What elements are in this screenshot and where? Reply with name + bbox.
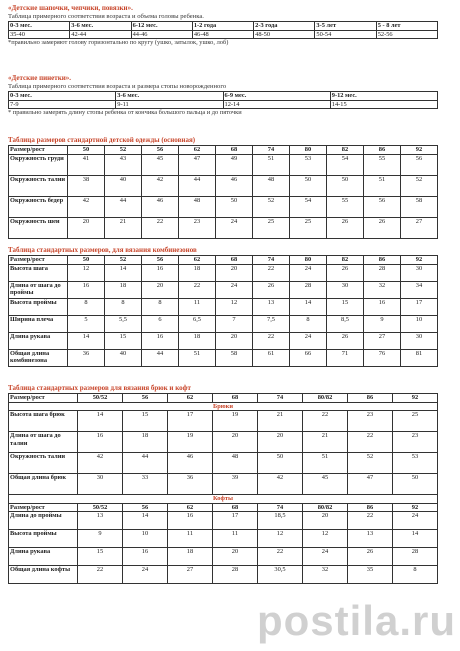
value-cell: 42 (68, 196, 105, 217)
value-cell: 18 (168, 548, 213, 566)
row-label: Окружность талии (9, 175, 68, 196)
value-cell: 34 (401, 281, 438, 298)
section-note: * правильно замерять длину стопы ребенка от кончика большого пальца и до пяточки (8, 109, 242, 117)
section-title: «Детские пинетки». (8, 74, 72, 82)
value-cell: 48 (179, 196, 216, 217)
age-cell: 6-9 мес. (223, 92, 330, 101)
table-row (9, 566, 438, 584)
value-cell: 13 (78, 512, 123, 530)
age-cell: 3-6 мес. (70, 22, 131, 31)
header-cell: 50 (68, 256, 105, 265)
value-cell: 11 (168, 530, 213, 548)
header-cell: 62 (168, 394, 213, 403)
value-cell: 7,5 (253, 315, 290, 332)
table-row (9, 196, 438, 217)
header-row (9, 394, 438, 403)
value-cell: 16 (142, 332, 179, 349)
row-label: Окружность груди (9, 154, 68, 175)
value-cell: 42 (78, 453, 123, 474)
value-cell: 50 (216, 196, 253, 217)
value-cell: 51 (303, 453, 348, 474)
section-title: Таблица стандартных размеров, для вязания комбинезонов (8, 246, 197, 254)
value-cell: 14 (290, 298, 327, 315)
value-cell: 25 (290, 217, 327, 238)
value-cell: 14 (105, 264, 142, 281)
value-cell: 44 (123, 453, 168, 474)
header-cell: 74 (258, 394, 303, 403)
size-cell: 48-50 (254, 30, 315, 39)
header-cell: 92 (393, 394, 438, 403)
row-label: Окружность талии (9, 453, 78, 474)
value-cell: 22 (348, 512, 393, 530)
value-cell: 20 (303, 512, 348, 530)
age-cell: 5 - 8 лет (376, 22, 437, 31)
value-cell: 32 (364, 281, 401, 298)
hats-table (8, 21, 438, 39)
value-cell: 53 (290, 154, 327, 175)
value-cell: 15 (105, 332, 142, 349)
value-cell: 46 (168, 453, 213, 474)
subheader-label: Кофты (9, 495, 438, 504)
value-cell: 28 (393, 548, 438, 566)
value-cell: 17 (168, 411, 213, 432)
value-cell: 55 (364, 154, 401, 175)
header-cell: 82 (327, 256, 364, 265)
value-cell: 8 (393, 566, 438, 584)
value-cell: 5,5 (105, 315, 142, 332)
header-cell: 74 (258, 503, 303, 512)
header-cell: 86 (364, 146, 401, 155)
value-cell: 8 (290, 315, 327, 332)
header-cell: 92 (401, 256, 438, 265)
header-cell: Размер/рост (9, 256, 68, 265)
row-label: Высота проймы (9, 530, 78, 548)
value-cell: 51 (179, 349, 216, 366)
table-row (9, 154, 438, 175)
value-cell: 14 (68, 332, 105, 349)
age-cell: 1-2 года (192, 22, 253, 31)
header-cell: 86 (364, 256, 401, 265)
value-cell: 28 (364, 264, 401, 281)
header-cell: 68 (216, 146, 253, 155)
value-cell: 16 (68, 281, 105, 298)
section-basic-sizes (0, 136, 460, 239)
value-cell: 36 (68, 349, 105, 366)
row-label: Общая длина комбинезона (9, 349, 68, 366)
table-row (9, 432, 438, 453)
value-cell: 46 (142, 196, 179, 217)
table-row (9, 349, 438, 366)
value-cell: 30 (401, 332, 438, 349)
value-cell: 22 (258, 548, 303, 566)
value-cell: 27 (364, 332, 401, 349)
header-cell: 56 (142, 146, 179, 155)
value-cell: 27 (168, 566, 213, 584)
value-cell: 52 (401, 175, 438, 196)
value-cell: 22 (142, 217, 179, 238)
value-cell: 46 (216, 175, 253, 196)
value-cell: 18 (105, 281, 142, 298)
header-cell: 80 (290, 146, 327, 155)
section-booties (0, 74, 460, 117)
age-cell: 0-3 мес. (9, 92, 116, 101)
value-cell: 16 (364, 298, 401, 315)
row-label: Длина до проймы (9, 512, 78, 530)
size-cell: 46-48 (192, 30, 253, 39)
value-cell: 19 (213, 411, 258, 432)
value-cell: 56 (364, 196, 401, 217)
section-title: Таблица размеров стандартной детской одежды (основная) (8, 136, 196, 144)
value-cell: 6 (142, 315, 179, 332)
value-cell: 20 (216, 264, 253, 281)
header-cell: 56 (142, 256, 179, 265)
header-cell: 50 (68, 146, 105, 155)
table-row (9, 512, 438, 530)
value-cell: 17 (213, 512, 258, 530)
section-subtitle: Таблица примерного соответствия возраста и размера стопы новорожденного (8, 83, 227, 90)
row-label: Длина от шага до проймы (9, 281, 68, 298)
value-cell: 22 (253, 332, 290, 349)
header-cell: 80 (290, 256, 327, 265)
value-cell: 20 (68, 217, 105, 238)
value-cell: 22 (179, 281, 216, 298)
value-cell: 27 (401, 217, 438, 238)
value-cell: 8 (142, 298, 179, 315)
size-cell: 42-44 (70, 30, 131, 39)
header-cell: 56 (123, 394, 168, 403)
size-cell: 52-56 (376, 30, 437, 39)
value-cell: 18 (179, 332, 216, 349)
table-row (9, 530, 438, 548)
value-cell: 20 (142, 281, 179, 298)
value-cell: 32 (303, 566, 348, 584)
value-cell: 5 (68, 315, 105, 332)
row-label: Длина рукава (9, 332, 68, 349)
header-row (9, 256, 438, 265)
value-cell: 21 (105, 217, 142, 238)
value-cell: 26 (348, 548, 393, 566)
value-cell: 55 (327, 196, 364, 217)
value-cell: 8 (68, 298, 105, 315)
value-cell: 53 (393, 453, 438, 474)
size-cell: 50-54 (315, 30, 376, 39)
value-cell: 22 (303, 411, 348, 432)
header-cell: 80/82 (303, 503, 348, 512)
subheader-row (9, 402, 438, 411)
value-cell: 23 (348, 411, 393, 432)
value-cell: 50 (258, 453, 303, 474)
size-cell: 9-11 (116, 100, 223, 109)
value-cell: 40 (105, 175, 142, 196)
table-row (9, 298, 438, 315)
value-cell: 8,5 (327, 315, 364, 332)
value-cell: 10 (123, 530, 168, 548)
value-cell: 50 (393, 474, 438, 495)
header-cell: 50/52 (78, 394, 123, 403)
table-row (9, 548, 438, 566)
table-row (9, 453, 438, 474)
header-cell: 68 (216, 256, 253, 265)
watermark: postila.ru (256, 597, 456, 644)
table-row (9, 217, 438, 238)
value-cell: 35 (348, 566, 393, 584)
value-cell: 38 (68, 175, 105, 196)
value-cell: 51 (364, 175, 401, 196)
value-cell: 9 (78, 530, 123, 548)
value-cell: 17 (401, 298, 438, 315)
value-cell: 15 (78, 548, 123, 566)
value-cell: 21 (258, 411, 303, 432)
value-cell: 44 (179, 175, 216, 196)
value-cell: 25 (253, 217, 290, 238)
size-cell: 12-14 (223, 100, 330, 109)
value-cell: 23 (393, 432, 438, 453)
value-cell: 16 (168, 512, 213, 530)
value-cell: 22 (253, 264, 290, 281)
header-cell: 62 (179, 256, 216, 265)
row-label: Высота шага брюк (9, 411, 78, 432)
header-cell: 52 (105, 256, 142, 265)
subheader-row (9, 495, 438, 504)
value-cell: 45 (303, 474, 348, 495)
value-cell: 28 (213, 566, 258, 584)
value-cell: 51 (253, 154, 290, 175)
value-cell: 12 (303, 530, 348, 548)
size-cell: 14-15 (330, 100, 437, 109)
table-row (9, 332, 438, 349)
value-cell: 26 (364, 217, 401, 238)
value-cell: 58 (216, 349, 253, 366)
value-cell: 58 (401, 196, 438, 217)
value-cell: 11 (179, 298, 216, 315)
basic-sizes-table (8, 145, 438, 239)
value-cell: 10 (401, 315, 438, 332)
booties-table (8, 91, 438, 109)
value-cell: 6,5 (179, 315, 216, 332)
size-cell: 35-40 (9, 30, 70, 39)
age-cell: 6-12 мес. (131, 22, 192, 31)
age-cell: 3-5 лет (315, 22, 376, 31)
row-label: Длина от шага до талии (9, 432, 78, 453)
row-label: Окружность бедер (9, 196, 68, 217)
value-cell: 21 (303, 432, 348, 453)
value-cell: 14 (393, 530, 438, 548)
header-cell: 74 (253, 146, 290, 155)
table-row (9, 281, 438, 298)
section-hats (0, 4, 460, 47)
section-subtitle: Таблица примерного соответствия возраста и объема головы ребенка. (8, 13, 204, 20)
value-cell: 26 (327, 264, 364, 281)
value-cell: 26 (327, 217, 364, 238)
value-cell: 45 (142, 154, 179, 175)
value-cell: 50 (327, 175, 364, 196)
header-cell: 86 (348, 394, 393, 403)
header-cell: 68 (213, 503, 258, 512)
value-cell: 13 (348, 530, 393, 548)
value-cell: 26 (327, 332, 364, 349)
value-cell: 49 (216, 154, 253, 175)
pants-sweaters-table (8, 393, 438, 584)
value-cell: 9 (364, 315, 401, 332)
value-cell: 20 (213, 548, 258, 566)
value-cell: 19 (168, 432, 213, 453)
value-cell: 48 (253, 175, 290, 196)
value-cell: 22 (78, 566, 123, 584)
value-cell: 28 (290, 281, 327, 298)
value-cell: 23 (179, 217, 216, 238)
value-cell: 44 (142, 349, 179, 366)
value-cell: 15 (123, 411, 168, 432)
header-cell: 92 (401, 146, 438, 155)
value-cell: 20 (258, 432, 303, 453)
value-cell: 30 (401, 264, 438, 281)
age-cell: 9-12 мес. (330, 92, 437, 101)
value-cell: 15 (327, 298, 364, 315)
value-cell: 71 (327, 349, 364, 366)
header-cell: Размер/рост (9, 394, 78, 403)
value-cell: 24 (393, 512, 438, 530)
value-cell: 18 (179, 264, 216, 281)
table-row (9, 474, 438, 495)
value-cell: 24 (290, 332, 327, 349)
value-cell: 81 (401, 349, 438, 366)
header-cell: Размер/рост (9, 503, 78, 512)
value-cell: 61 (253, 349, 290, 366)
value-cell: 36 (168, 474, 213, 495)
value-cell: 52 (348, 453, 393, 474)
value-cell: 30 (327, 281, 364, 298)
row-label: Высота шага (9, 264, 68, 281)
value-cell: 12 (216, 298, 253, 315)
value-cell: 7 (216, 315, 253, 332)
row-label: Длина рукава (9, 548, 78, 566)
value-cell: 12 (68, 264, 105, 281)
value-cell: 30,5 (258, 566, 303, 584)
header-cell: 82 (327, 146, 364, 155)
value-cell: 11 (213, 530, 258, 548)
value-cell: 24 (290, 264, 327, 281)
size-cell: 7-9 (9, 100, 116, 109)
value-cell: 16 (123, 548, 168, 566)
subheader-label: Брюки (9, 402, 438, 411)
value-cell: 30 (78, 474, 123, 495)
header-cell: 74 (253, 256, 290, 265)
value-cell: 43 (105, 154, 142, 175)
value-cell: 25 (393, 411, 438, 432)
value-cell: 33 (123, 474, 168, 495)
row-label: Ширина плеча (9, 315, 68, 332)
value-cell: 16 (78, 432, 123, 453)
section-overalls (0, 246, 460, 367)
value-cell: 18,5 (258, 512, 303, 530)
value-cell: 20 (213, 432, 258, 453)
section-note: *правильно замеряют голову горизонтально по кругу (ушко, затылок, ушко, лоб) (8, 39, 229, 47)
row-label: Высота проймы (9, 298, 68, 315)
header-cell: 62 (168, 503, 213, 512)
value-cell: 76 (364, 349, 401, 366)
value-cell: 24 (303, 548, 348, 566)
value-cell: 22 (348, 432, 393, 453)
value-cell: 42 (142, 175, 179, 196)
header-cell: 52 (105, 146, 142, 155)
value-cell: 48 (213, 453, 258, 474)
header-cell: 50/52 (78, 503, 123, 512)
section-title: «Детские шапочки, чепчики, повязки». (8, 4, 133, 12)
section-title: Таблица стандартных размеров для вязания брюк и кофт (8, 384, 191, 392)
table-row (9, 175, 438, 196)
value-cell: 41 (68, 154, 105, 175)
header-row (9, 146, 438, 155)
header-cell: 80/82 (303, 394, 348, 403)
value-cell: 12 (258, 530, 303, 548)
header-cell: 92 (393, 503, 438, 512)
value-cell: 52 (253, 196, 290, 217)
value-cell: 47 (348, 474, 393, 495)
value-cell: 56 (401, 154, 438, 175)
value-cell: 24 (123, 566, 168, 584)
row-label: Общая длина кофты (9, 566, 78, 584)
overalls-table (8, 255, 438, 367)
size-cell: 44-46 (131, 30, 192, 39)
value-cell: 18 (123, 432, 168, 453)
header-cell: 56 (123, 503, 168, 512)
value-cell: 39 (213, 474, 258, 495)
value-cell: 24 (216, 281, 253, 298)
value-cell: 8 (105, 298, 142, 315)
value-cell: 20 (216, 332, 253, 349)
section-pants-sweaters (0, 384, 460, 584)
value-cell: 44 (105, 196, 142, 217)
age-cell: 2-3 года (254, 22, 315, 31)
value-cell: 66 (290, 349, 327, 366)
value-cell: 14 (78, 411, 123, 432)
value-cell: 26 (253, 281, 290, 298)
table-row (9, 315, 438, 332)
value-cell: 54 (290, 196, 327, 217)
age-cell: 3-6 мес. (116, 92, 223, 101)
value-cell: 54 (327, 154, 364, 175)
age-cell: 0-3 мес. (9, 22, 70, 31)
header-row (9, 503, 438, 512)
table-row (9, 264, 438, 281)
table-row (9, 411, 438, 432)
header-cell: 68 (213, 394, 258, 403)
value-cell: 16 (142, 264, 179, 281)
value-cell: 14 (123, 512, 168, 530)
value-cell: 47 (179, 154, 216, 175)
value-cell: 40 (105, 349, 142, 366)
value-cell: 13 (253, 298, 290, 315)
header-cell: Размер/рост (9, 146, 68, 155)
value-cell: 42 (258, 474, 303, 495)
row-label: Общая длина брюк (9, 474, 78, 495)
header-cell: 86 (348, 503, 393, 512)
value-cell: 50 (290, 175, 327, 196)
header-cell: 62 (179, 146, 216, 155)
value-cell: 24 (216, 217, 253, 238)
row-label: Окружность шеи (9, 217, 68, 238)
